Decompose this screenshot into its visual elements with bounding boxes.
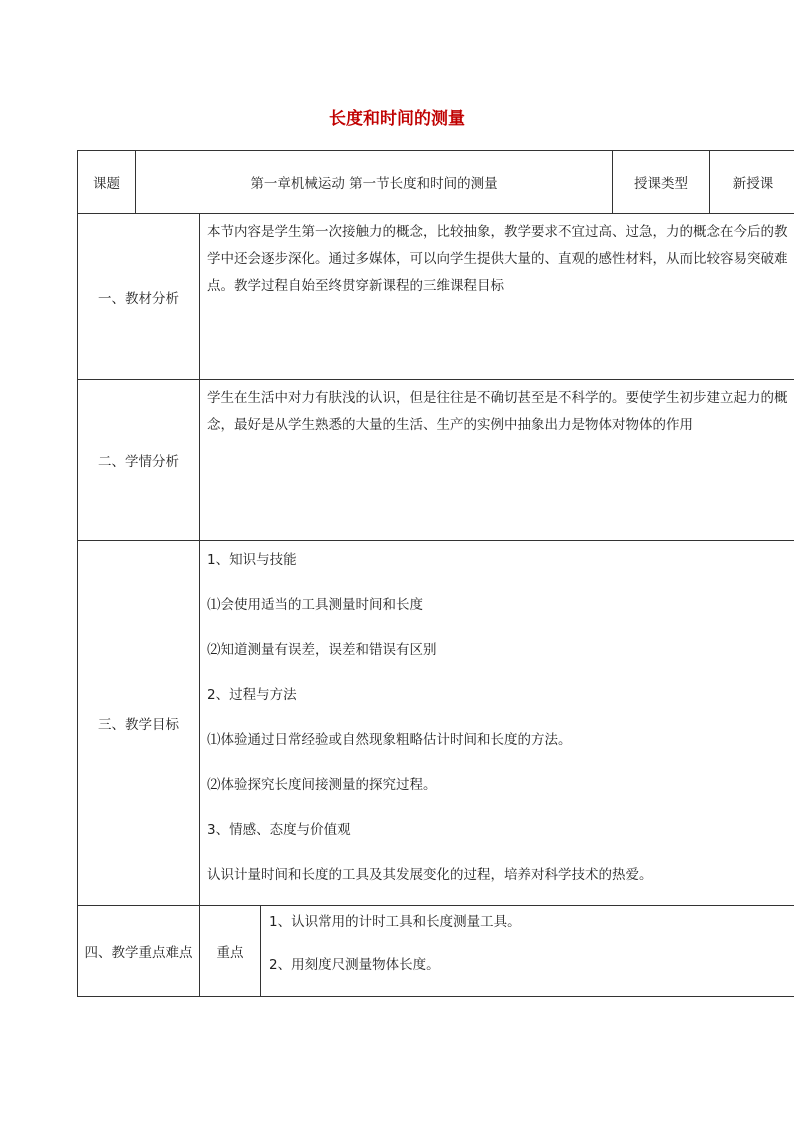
lesson-plan-table xyxy=(77,150,794,997)
section-text: 本节内容是学生第一次接触力的概念，比较抽象，教学要求不宜过高、过急，力的概念在今后的教学中还会逐步深化。通过多媒体，可以向学生提供大量的、直观的感性材料，从而比较容易突破难点。教学过程自始至终贯穿新课程的三维课程目标 xyxy=(200,214,794,380)
lesson-type-value: 新授课 xyxy=(710,151,794,214)
section-heading: 一、教材分析 xyxy=(78,214,200,380)
section-row xyxy=(78,214,794,380)
section-row xyxy=(78,380,794,541)
topic-value: 第一章机械运动 第一节长度和时间的测量 xyxy=(136,151,613,214)
goal-line: ⑴会使用适当的工具测量时间和长度 xyxy=(207,597,423,613)
lesson-type-label: 授课类型 xyxy=(613,151,710,214)
goals-heading: 三、教学目标 xyxy=(78,541,200,906)
goal-line: 3、情感、态度与价值观 xyxy=(207,822,351,838)
key-points-list xyxy=(261,906,794,997)
goal-line: 1、知识与技能 xyxy=(207,552,297,568)
key-points-heading: 四、教学重点难点 xyxy=(78,906,200,997)
section-text: 学生在生活中对力有肤浅的认识，但是往往是不确切甚至是不科学的。要使学生初步建立起力的概念，最好是从学生熟悉的大量的生活、生产的实例中抽象出力是物体对物体的作用 xyxy=(200,380,794,541)
key-point-item: 2、用刻度尺测量物体长度。 xyxy=(269,957,440,973)
section-heading: 二、学情分析 xyxy=(78,380,200,541)
goal-line: ⑵知道测量有误差，误差和错误有区别 xyxy=(207,642,437,658)
header-row xyxy=(78,151,794,214)
key-point-item: 1、认识常用的计时工具和长度测量工具。 xyxy=(269,914,521,930)
key-points-sublabel: 重点 xyxy=(200,906,261,997)
document-title: 长度和时间的测量 xyxy=(329,109,465,129)
goal-line: 认识计量时间和长度的工具及其发展变化的过程，培养对科学技术的热爱。 xyxy=(207,867,653,883)
goal-line: 2、过程与方法 xyxy=(207,687,297,703)
goal-line: ⑵体验探究长度间接测量的探究过程。 xyxy=(207,777,437,793)
topic-label: 课题 xyxy=(78,151,136,214)
goals-list xyxy=(200,541,794,906)
goal-line: ⑴体验通过日常经验或自然现象粗略估计时间和长度的方法。 xyxy=(207,732,572,748)
goals-row xyxy=(78,541,794,906)
key-points-row xyxy=(78,906,794,997)
